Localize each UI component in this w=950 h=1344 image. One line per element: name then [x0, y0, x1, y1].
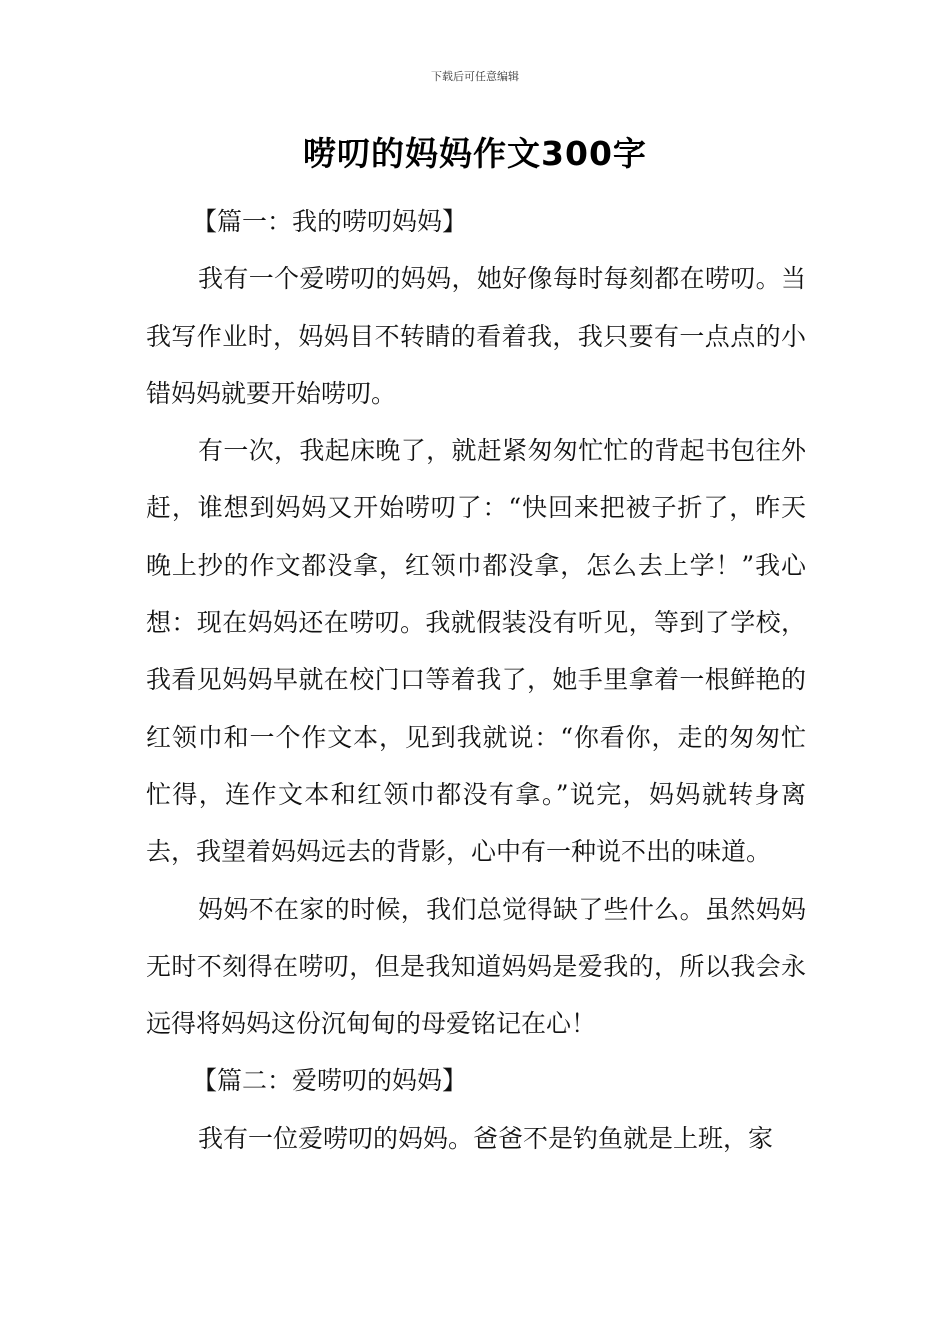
paragraph: 我有一个爱唠叨的妈妈，她好像每时每刻都在唠叨。当我写作业时，妈妈目不转睛的看着我，我只要有一点点的小错妈妈就要开始唠叨。	[146, 264, 806, 408]
paragraph: 有一次，我起床晚了，就赶紧匆匆忙忙的背起书包往外赶，谁想到妈妈又开始唠叨了：“快回来把被子折了，昨天晚上抄的作文都没拿，红领巾都没拿，怎么去上学！”我心想：现在妈妈还在唠叨。我就假装没有听见，等到了学校，我看见妈妈早就在校门口等着我了，她手里拿着一根鲜艳的红领巾和一个作文本，见到我就说：“你看你，走的匆匆忙忙得，连作文本和红领巾都没有拿。”说完，妈妈就转身离去，我望着妈妈远去的背影，心中有一种说不出的味道。	[146, 436, 806, 867]
paragraph: 我有一位爱唠叨的妈妈。爸爸不是钓鱼就是上班，家	[198, 1123, 774, 1153]
paragraph: 妈妈不在家的时候，我们总觉得缺了些什么。虽然妈妈无时不刻得在唠叨，但是我知道妈妈是爱我的，所以我会永远得将妈妈这份沉甸甸的母爱铭记在心！	[146, 894, 806, 1039]
document-body	[146, 193, 806, 1167]
header-note: 下载后可任意编辑	[431, 70, 519, 83]
document-title: 唠叨的妈妈作文300字	[303, 134, 647, 173]
section-heading-2: 【篇二：爱唠叨的妈妈】	[192, 1066, 468, 1096]
section-heading-1: 【篇一：我的唠叨妈妈】	[192, 207, 468, 236]
